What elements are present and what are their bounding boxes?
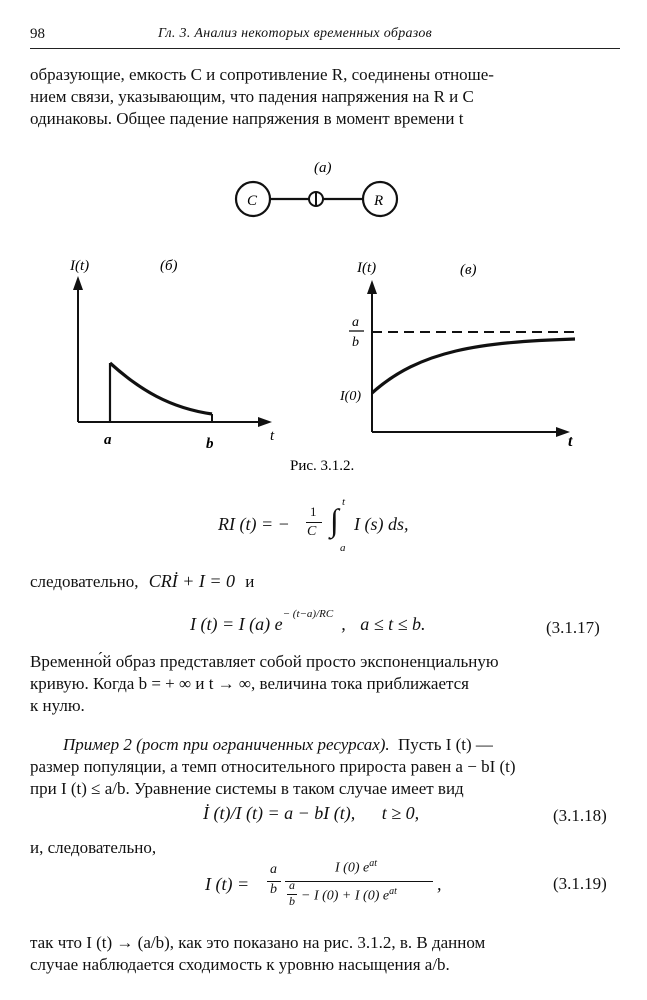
eq17-exponent: − (t−a)/RC bbox=[282, 608, 334, 620]
page-header bbox=[30, 26, 620, 49]
plot-b-ylabel: I(t) bbox=[70, 258, 90, 274]
example-line: размер популяции, а темп относительного прироста равен a − bI (t) bbox=[30, 757, 516, 776]
eq19-outer-num: a bbox=[270, 862, 277, 877]
consequently-line bbox=[30, 571, 254, 592]
intro-line: нием связи, указывающим, что падения напряжения на R и C bbox=[30, 87, 474, 106]
eq18-number: (3.1.18) bbox=[553, 806, 607, 825]
consequently-formula: CRİ + I = 0 bbox=[148, 571, 236, 591]
equation-3-1-19 bbox=[205, 858, 445, 918]
page-number: 98 bbox=[30, 26, 45, 42]
plot-b-xlabel: t bbox=[270, 428, 275, 444]
example-title: Пример 2 (рост при ограниченных ресурсах). bbox=[63, 735, 390, 754]
eq18-formula: İ (t)/I (t) = a − bI (t), bbox=[203, 803, 356, 823]
figure-3-1-2 bbox=[0, 150, 647, 480]
para2-line: Временно́й образ представляет собой просто экспоненциальную bbox=[30, 652, 499, 671]
example-line: при I (t) ≤ a/b. Уравнение системы в таком случае имеет вид bbox=[30, 779, 464, 798]
running-title: Гл. 3. Анализ некоторых временных образов bbox=[158, 26, 433, 41]
equation-3-1-17: I (t) = I (a) $e^{- (t-a)/RC}$ , a ≤ t ≤ b. bbox=[190, 608, 426, 634]
final-paragraph bbox=[30, 932, 618, 976]
eq19-lhs: I (t) = bbox=[205, 874, 250, 894]
eq1-frac-den: C bbox=[307, 524, 317, 539]
eq1-rhs: I (s) ds, bbox=[354, 514, 409, 534]
eq19-den-a: a bbox=[289, 878, 295, 892]
and-consequently: и, следовательно, bbox=[30, 838, 157, 857]
final-line: так что I (t) → (a/b), как это показано на рис. 3.1.2, в. В данном bbox=[30, 933, 486, 952]
plot-c-asymptote-num: a bbox=[352, 315, 359, 330]
figure-caption: Рис. 3.1.2. bbox=[290, 458, 355, 474]
equation-3-1-18 bbox=[203, 803, 419, 824]
consequently-conj: и bbox=[245, 572, 255, 591]
integral-sign: ∫ bbox=[330, 502, 339, 538]
eq1-frac-num: 1 bbox=[310, 504, 317, 519]
eq19-outer-den: b bbox=[270, 882, 277, 897]
eq19-fraction-bar bbox=[285, 881, 433, 882]
eq19-den-exp: at bbox=[389, 886, 397, 897]
final-line: случае наблюдается сходимость к уровню насыщения a/b. bbox=[30, 955, 450, 974]
eq19-comma: , bbox=[437, 874, 442, 894]
plot-b-panel-label: (б) bbox=[160, 258, 178, 274]
eq17-lhs: I (t) = I (a) e bbox=[190, 614, 283, 634]
example-2-paragraph bbox=[30, 734, 618, 800]
plot-b-decay-curve bbox=[110, 363, 212, 414]
plot-b-tick-a: a bbox=[104, 432, 112, 448]
plot-c-xlabel: t bbox=[568, 433, 573, 450]
eq1-int-upper: t bbox=[342, 496, 346, 508]
consequently-text: следовательно, bbox=[30, 572, 139, 591]
eq19-number: (3.1.19) bbox=[553, 874, 607, 893]
diagram-a-label: (a) bbox=[314, 160, 332, 176]
plot-b-tick-b: b bbox=[206, 436, 214, 452]
example-line1-tail: Пусть I (t) — bbox=[397, 735, 493, 754]
intro-paragraph bbox=[30, 64, 618, 130]
plot-c-ylabel: I(t) bbox=[357, 260, 377, 276]
eq1-lhs: RI (t) = − bbox=[218, 514, 290, 534]
intro-line: образующие, емкость C и сопротивление R, соединены отноше- bbox=[30, 65, 494, 84]
eq17-condition: a ≤ t ≤ b. bbox=[360, 614, 426, 634]
para2-line: кривую. Когда b = + ∞ и t → ∞, величина тока приближается bbox=[30, 674, 469, 693]
plot-c-start-label: I(0) bbox=[340, 389, 361, 404]
eq19-den-b: b bbox=[289, 894, 295, 908]
eq17-number: (3.1.17) bbox=[546, 618, 600, 637]
eq1-int-lower: a bbox=[340, 542, 346, 554]
eq19-num-exp: at bbox=[369, 858, 377, 869]
plot-c-panel-label: (в) bbox=[460, 262, 477, 278]
para2-line: к нулю. bbox=[30, 696, 85, 715]
paragraph-exponential bbox=[30, 651, 618, 717]
resistor-node-label: R bbox=[374, 193, 384, 209]
eq19-num: I (0) e bbox=[335, 860, 370, 876]
capacitor-node-label: C bbox=[247, 193, 258, 209]
plot-c-asymptote-den: b bbox=[352, 335, 359, 350]
eq19-den-tail: − I (0) + I (0) e bbox=[301, 888, 390, 904]
intro-line: одинаковы. Общее падение напряжения в момент времени t bbox=[30, 109, 464, 128]
plot-c-growth-curve bbox=[372, 339, 575, 393]
eq18-condition: t ≥ 0, bbox=[381, 803, 420, 823]
